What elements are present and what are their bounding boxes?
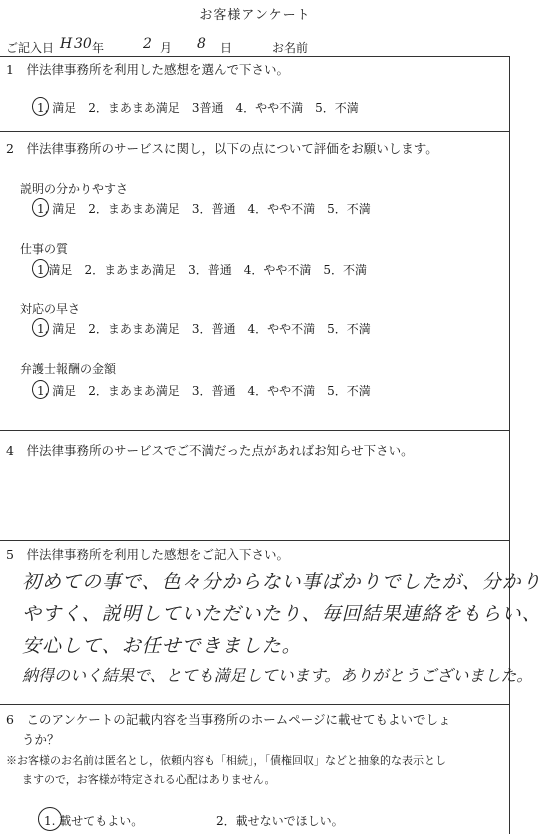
handwritten-line: 安心して、お任せできました。 xyxy=(22,635,302,657)
category-label: 仕事の質 xyxy=(20,242,69,256)
day-label: 日 xyxy=(220,41,233,55)
handwritten-line: やすく、説明していただいたり、毎回結果連絡をもらい、 xyxy=(22,603,542,625)
category-options: 1. 満足 2．まあまあ満足 3．普通 4．やや不満 5．不満 xyxy=(37,322,371,336)
category-label: 弁護士報酬の金額 xyxy=(20,362,117,376)
q6-option-2: 2．載せないでほしい。 xyxy=(216,814,344,828)
privacy-note-line1: ※お客様のお名前は匿名とし，依頼内容も「相続」，「債権回収」などと抽象的な表示とし xyxy=(6,754,446,767)
q1-options: 1. 満足 2．まあまあ満足 3普通 4．やや不満 5．不満 xyxy=(37,101,359,115)
year-value: 30 xyxy=(74,36,92,52)
question-1: 1 伴法律事務所を利用した感想を選んで下さい。 xyxy=(6,62,289,77)
name-label: お名前 xyxy=(272,41,309,55)
right-border xyxy=(509,56,510,834)
month-label: 月 xyxy=(160,41,173,55)
page-title: お客様アンケート xyxy=(199,8,311,23)
question-6-line2: うか？ xyxy=(22,732,60,747)
section-divider xyxy=(0,704,510,705)
category-options: 1 満足 2．まあまあ満足 3．普通 4．やや不満 5．不満 xyxy=(37,263,367,277)
month-value: 2 xyxy=(143,36,152,52)
category-options: 1. 満足 2．まあまあ満足 3．普通 4．やや不満 5．不満 xyxy=(37,384,371,398)
section-divider xyxy=(0,430,510,431)
handwritten-line: 初めての事で、色々分からない事ばかりでしたが、分かり xyxy=(22,571,542,593)
question-4: 4 伴法律事務所のサービスでご不満だった点があればお知らせ下さい。 xyxy=(6,443,414,458)
header-underline xyxy=(0,56,510,57)
handwritten-line: 納得のいく結果で、とても満足しています。ありがとうございました。 xyxy=(22,666,533,685)
privacy-note-line2: ますので，お客様が特定される心配はありません。 xyxy=(22,773,276,786)
q6-option-1: 1. 載せてもよい。 xyxy=(44,814,144,828)
date-label: ご記入日 xyxy=(6,41,55,55)
question-5: 5 伴法律事務所を利用した感想をご記入下さい。 xyxy=(6,547,289,562)
question-6-line1: 6 このアンケートの記載内容を当事務所のホームページに載せてもよいでしょ xyxy=(6,712,451,727)
category-label: 説明の分かりやすさ xyxy=(20,182,129,196)
day-value: 8 xyxy=(197,36,206,52)
year-label: 年 xyxy=(92,41,105,55)
category-label: 対応の早さ xyxy=(20,302,81,316)
section-divider xyxy=(0,540,510,541)
section-divider xyxy=(0,131,510,132)
category-options: 1. 満足 2．まあまあ満足 3．普通 4．やや不満 5．不満 xyxy=(37,202,371,216)
question-2: 2 伴法律事務所のサービスに関し，以下の点について評価をお願いします。 xyxy=(6,141,438,156)
era-value: H xyxy=(60,36,73,52)
